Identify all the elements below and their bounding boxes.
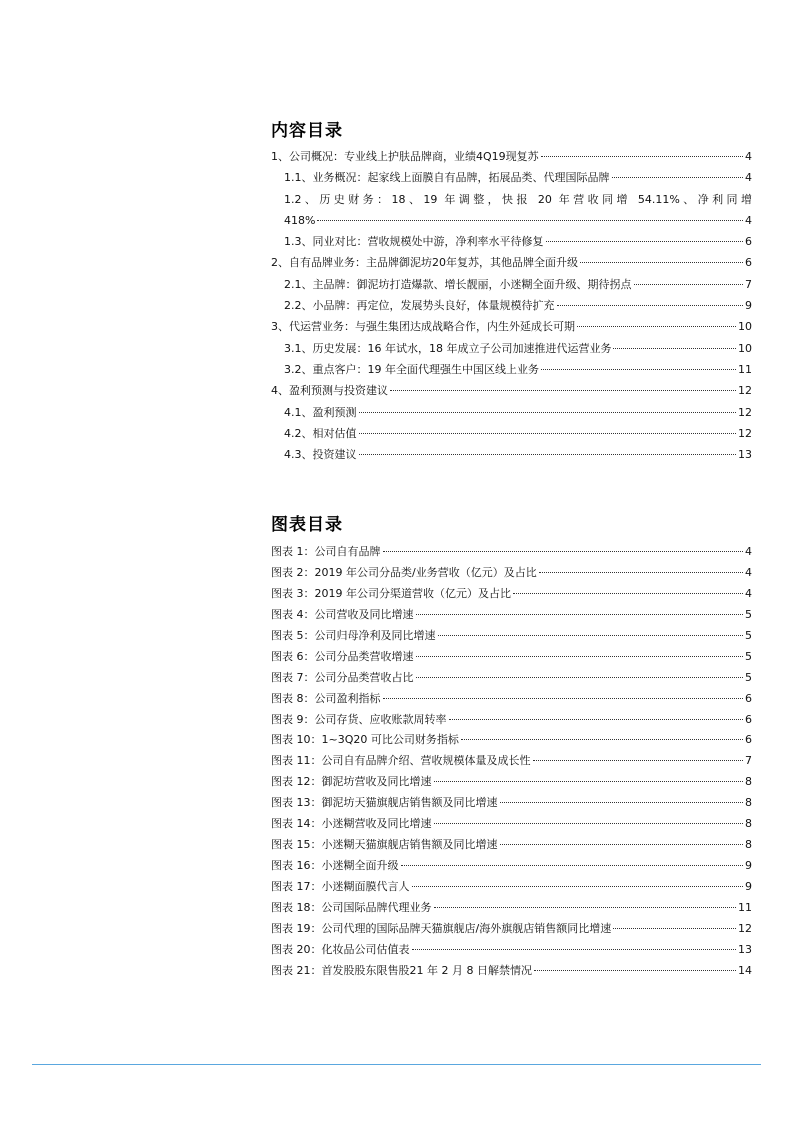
dot-leader (541, 156, 743, 157)
toc-entry-text: 4.2、相对估值 (284, 426, 357, 440)
toc-page-number: 6 (745, 235, 752, 249)
figure-entry-text: 图表 11：公司自有品牌介绍、营收规模体量及成长性 (271, 754, 531, 768)
toc-entry-text: 2.2、小品牌：再定位，发展势头良好，体量规模待扩充 (284, 299, 555, 313)
dot-leader (383, 698, 744, 699)
contents-heading: 内容目录 (271, 121, 343, 141)
toc-entry[interactable] (271, 320, 752, 341)
toc-entry-line2 (284, 214, 752, 235)
toc-page-number: 12 (738, 426, 752, 440)
toc-entry[interactable] (271, 406, 752, 427)
figure-entry[interactable] (271, 859, 752, 880)
dot-leader (577, 326, 736, 327)
figure-entry-text: 图表 18：公司国际品牌代理业务 (271, 900, 432, 914)
dot-leader (500, 844, 744, 845)
dot-leader (546, 241, 744, 242)
toc-entry-text: 4.1、盈利预测 (284, 405, 357, 419)
figure-entry[interactable] (271, 671, 752, 692)
toc-entry-text: 4、盈利预测与投资建议 (271, 384, 388, 398)
toc-entry[interactable] (271, 448, 752, 469)
dot-leader (416, 677, 744, 678)
toc-entry[interactable] (271, 256, 752, 277)
toc-page-number: 6 (745, 256, 752, 270)
figure-entry[interactable] (271, 880, 752, 901)
toc-entry-text: 1.1、业务概况：起家线上面膜自有品牌，拓展品类、代理国际品牌 (284, 171, 610, 185)
figure-page-number: 9 (745, 859, 752, 873)
figure-entry-text: 图表 4：公司营收及同比增速 (271, 607, 414, 621)
figure-page-number: 4 (745, 545, 752, 558)
figures-list (271, 545, 752, 985)
dot-leader (317, 220, 743, 221)
toc-entry-text: 1.2、历史财务：18、19 年调整，快报 20 年营收同增 54.11%、净利同增 (284, 192, 752, 206)
toc-page-number: 7 (745, 277, 752, 291)
toc-entry[interactable] (271, 171, 752, 192)
toc-entry-text: 2、自有品牌业务：主品牌御泥坊20年复苏，其他品牌全面升级 (271, 256, 578, 270)
figure-entry-text: 图表 9：公司存货、应收账款周转率 (271, 712, 447, 726)
toc-entry-text: 2.1、主品牌：御泥坊打造爆款、增长靓丽，小迷糊全面升级、期待拐点 (284, 277, 632, 291)
figure-entry[interactable] (271, 817, 752, 838)
dot-leader (513, 593, 743, 594)
figure-page-number: 6 (745, 733, 752, 747)
figure-entry[interactable] (271, 838, 752, 859)
figure-page-number: 8 (745, 775, 752, 789)
figure-entry[interactable] (271, 545, 752, 566)
dot-leader (533, 760, 744, 761)
dot-leader (390, 390, 736, 391)
figure-entry[interactable] (271, 566, 752, 587)
toc-entry[interactable] (271, 342, 752, 363)
contents-list (271, 150, 752, 469)
figure-page-number: 7 (745, 754, 752, 768)
footer-divider (32, 1064, 761, 1065)
toc-entry[interactable] (271, 384, 752, 405)
figure-entry-text: 图表 19：公司代理的国际品牌天猫旗舰店/海外旗舰店销售额同比增速 (271, 921, 612, 935)
dot-leader (434, 823, 744, 824)
toc-page-number: 9 (745, 299, 752, 313)
dot-leader (634, 284, 744, 285)
toc-page-number: 11 (738, 362, 752, 376)
figure-page-number: 8 (745, 817, 752, 831)
dot-leader (613, 348, 736, 349)
dot-leader (416, 656, 744, 657)
toc-entry-text: 4.3、投资建议 (284, 448, 357, 462)
dot-leader (359, 454, 737, 455)
figure-entry[interactable] (271, 587, 752, 608)
figure-page-number: 13 (738, 942, 752, 956)
figure-page-number: 9 (745, 880, 752, 893)
dot-leader (580, 262, 743, 263)
figure-entry[interactable] (271, 754, 752, 775)
toc-entry-text-continued: 418% (284, 213, 316, 227)
toc-entry-text: 1.3、同业对比：营收规模处中游，净利率水平待修复 (284, 235, 544, 249)
dot-leader (359, 433, 737, 434)
toc-entry[interactable] (271, 278, 752, 299)
figure-page-number: 5 (745, 670, 752, 684)
dot-leader (401, 865, 744, 866)
toc-page-number: 4 (745, 150, 752, 163)
toc-entry[interactable] (271, 235, 752, 256)
figure-entry-text: 图表 16：小迷糊全面升级 (271, 859, 399, 873)
figure-entry-text: 图表 12：御泥坊营收及同比增速 (271, 775, 432, 789)
figures-heading: 图表目录 (271, 515, 343, 535)
toc-entry[interactable] (271, 193, 752, 236)
figure-page-number: 6 (745, 691, 752, 705)
dot-leader (612, 177, 744, 178)
figure-entry-text: 图表 2：2019 年公司分品类/业务营收（亿元）及占比 (271, 565, 537, 579)
figure-entry-text: 图表 5：公司归母净利及同比增速 (271, 628, 436, 642)
figure-entry[interactable] (271, 692, 752, 713)
figure-page-number: 5 (745, 649, 752, 663)
toc-page-number: 12 (738, 405, 752, 419)
toc-entry-text: 3.2、重点客户：19 年全面代理强生中国区线上业务 (284, 362, 539, 376)
toc-page-number: 4 (745, 213, 752, 227)
figure-entry-text: 图表 13：御泥坊天猫旗舰店销售额及同比增速 (271, 796, 498, 810)
dot-leader (534, 970, 736, 971)
figure-page-number: 6 (745, 712, 752, 726)
figure-page-number: 14 (738, 963, 752, 977)
figure-page-number: 5 (745, 628, 752, 642)
figure-entry-text: 图表 10：1~3Q20 可比公司财务指标 (271, 733, 459, 747)
toc-page-number: 13 (738, 448, 752, 462)
figure-entry[interactable] (271, 943, 752, 964)
figure-entry-text: 图表 21：首发股股东限售股21 年 2 月 8 日解禁情况 (271, 963, 532, 977)
dot-leader (412, 949, 737, 950)
figure-page-number: 5 (745, 607, 752, 621)
dot-leader (539, 572, 743, 573)
figure-entry[interactable] (271, 922, 752, 943)
dot-leader (416, 614, 744, 615)
dot-leader (412, 886, 744, 887)
figure-entry[interactable] (271, 713, 752, 734)
dot-leader (500, 802, 744, 803)
figure-entry[interactable] (271, 775, 752, 796)
figure-entry-text: 图表 6：公司分品类营收增速 (271, 649, 414, 663)
figure-entry[interactable] (271, 629, 752, 650)
figure-entry[interactable] (271, 733, 752, 754)
dot-leader (438, 635, 744, 636)
dot-leader (613, 928, 736, 929)
figure-entry-text: 图表 7：公司分品类营收占比 (271, 670, 414, 684)
figure-entry-text: 图表 3：2019 年公司分渠道营收（亿元）及占比 (271, 586, 511, 600)
toc-entry[interactable] (271, 299, 752, 320)
dot-leader (449, 719, 744, 720)
figure-page-number: 8 (745, 796, 752, 810)
dot-leader (461, 739, 743, 740)
toc-page-number: 10 (738, 320, 752, 334)
figure-entry-text: 图表 17：小迷糊面膜代言人 (271, 880, 410, 893)
toc-page-number: 4 (745, 171, 752, 185)
toc-entry[interactable] (271, 150, 752, 171)
toc-entry-text: 3.1、历史发展：16 年试水，18 年成立子公司加速推进代运营业务 (284, 341, 612, 355)
toc-entry-text: 1、公司概况：专业线上护肤品牌商，业绩4Q19现复苏 (271, 150, 539, 163)
figure-entry[interactable] (271, 650, 752, 671)
figure-entry[interactable] (271, 608, 752, 629)
figure-entry-text: 图表 14：小迷糊营收及同比增速 (271, 817, 432, 831)
toc-entry-text: 3、代运营业务：与强生集团达成战略合作，内生外延成长可期 (271, 320, 575, 334)
figure-entry[interactable] (271, 901, 752, 922)
figure-entry-text: 图表 20：化妆品公司估值表 (271, 942, 410, 956)
figure-page-number: 4 (745, 565, 752, 579)
figure-page-number: 4 (745, 586, 752, 600)
figure-entry[interactable] (271, 796, 752, 817)
figure-page-number: 11 (738, 900, 752, 914)
dot-leader (383, 551, 744, 552)
toc-page-number: 10 (738, 341, 752, 355)
figure-entry-text: 图表 1：公司自有品牌 (271, 545, 381, 558)
toc-entry[interactable] (271, 363, 752, 384)
figure-page-number: 12 (738, 921, 752, 935)
toc-page-number: 12 (738, 384, 752, 398)
dot-leader (541, 369, 736, 370)
dot-leader (557, 305, 744, 306)
figure-entry-text: 图表 8：公司盈利指标 (271, 691, 381, 705)
figure-page-number: 8 (745, 838, 752, 852)
dot-leader (434, 907, 737, 908)
dot-leader (434, 781, 744, 782)
figure-entry-text: 图表 15：小迷糊天猫旗舰店销售额及同比增速 (271, 838, 498, 852)
toc-entry[interactable] (271, 427, 752, 448)
dot-leader (359, 412, 737, 413)
figure-entry[interactable] (271, 964, 752, 985)
